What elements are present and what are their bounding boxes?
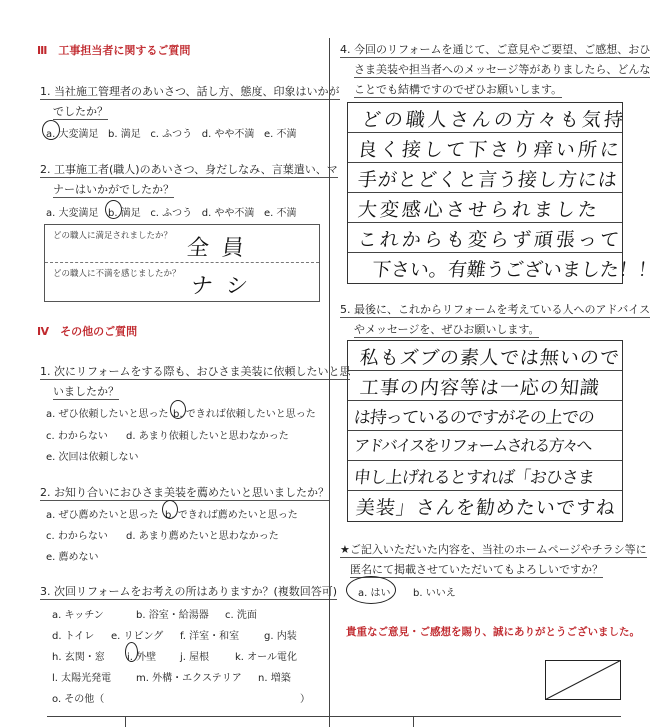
s4-q2-question: [40, 483, 329, 503]
dissatisfied-answer[interactable]: ナ シ: [189, 274, 253, 299]
s4-q2-opt-b[interactable]: b. できれば薦めたいと思った: [165, 510, 298, 521]
handwriting-line: 申し上げれるとすれば「おひさま: [352, 468, 595, 488]
s4-q5-line2: やメッセージを、ぜひお願いします。: [354, 323, 540, 336]
dissatisfied-label: どの職人に不満を感じましたか？: [53, 269, 181, 279]
s4-q2-opt-c[interactable]: c. わからない: [46, 531, 108, 542]
s3-q2-line2: ナーはいかがでしたか？: [53, 183, 174, 196]
handwriting-line: 手がとどくと言う接し方には: [356, 169, 620, 191]
s4-q3-opt-e[interactable]: e. リビング: [111, 631, 164, 642]
footer-table-edge: [47, 716, 621, 727]
s4-q2-opt-e[interactable]: e. 薦めない: [46, 552, 99, 563]
s4-q4-question-cont2: [354, 80, 562, 100]
s3-q2-opt-d[interactable]: d. やや不満: [201, 208, 255, 219]
stamp-box: [545, 660, 621, 700]
s4-q3-opt-i[interactable]: i. 外壁: [127, 652, 157, 663]
s4-q3-opt-j[interactable]: j. 屋根: [180, 652, 210, 663]
s3-q1-opt-b[interactable]: b. 満足: [108, 129, 141, 140]
s4-q4-question: [340, 40, 650, 60]
handwriting-line: 私もズブの素人では無いので: [358, 347, 622, 369]
s3-q1-line2: でしたか？: [53, 105, 108, 118]
s4-q3-opt-h[interactable]: h. 玄関・窓: [52, 652, 105, 663]
s4-q2-opt-a[interactable]: a. ぜひ薦めたいと思った: [46, 510, 159, 521]
s4-q3-opt-o[interactable]: o. その他（: [52, 694, 105, 705]
s4-q4-answer-box[interactable]: [347, 102, 659, 284]
s4-q3-question: [40, 582, 337, 602]
s4-q4-line2: さま美装や担当者へのメッセージ等がありましたら、どんな: [354, 63, 651, 76]
s4-q5-question-cont: [354, 320, 539, 340]
handwriting-line: 大変感心させられました: [356, 199, 602, 221]
s4-q3-opt-g[interactable]: g. 内装: [264, 631, 297, 642]
publish-question: [340, 540, 647, 560]
s3-q1-question-cont: [53, 102, 108, 122]
handwriting-line: は持っているのですがその上での: [352, 408, 595, 428]
s4-q3-opt-a[interactable]: a. キッチン: [52, 610, 104, 621]
s4-q3-opt-f[interactable]: f. 洋室・和室: [180, 631, 240, 642]
s3-q2-options: [46, 204, 297, 219]
s3-q2-opt-b[interactable]: b. 満足: [108, 208, 141, 219]
s4-q3-opt-n[interactable]: n. 増築: [258, 673, 291, 684]
handwriting-line: これからも変らず頑張って: [356, 229, 624, 251]
s4-q2-line1: 2. お知り合いにおひさま美装を薦めたいと思いましたか？: [40, 486, 329, 499]
satisfied-answer[interactable]: 全 員: [185, 236, 249, 261]
publish-question-cont: [350, 560, 603, 580]
s3-q1-options: [46, 125, 297, 140]
s4-q1-question: [40, 362, 350, 382]
s4-q3-opt-k[interactable]: k. オール電化: [235, 652, 297, 663]
s4-q1-opt-c[interactable]: c. わからない: [46, 431, 108, 442]
handwriting-line: 美装」さんを勧めたいですね: [354, 497, 618, 519]
s4-q3-opt-d[interactable]: d. トイレ: [52, 631, 95, 642]
satisfied-label: どの職人に満足されましたか？: [53, 231, 173, 241]
s4-q2-opt-d[interactable]: d. あまり薦めたいと思わなかった: [126, 531, 279, 542]
handwriting-line: アドバイスをリフォームされる方々へ: [352, 436, 592, 455]
publish-yes[interactable]: a. はい: [358, 588, 391, 599]
s4-q5-question: [340, 300, 650, 320]
s3-q1-selected-mark: [42, 120, 60, 140]
thanks-message: 貴重なご意見・ご感想を賜り、誠にありがとうございました。: [346, 626, 640, 638]
s4-q1-opt-a[interactable]: a. ぜひ依頼したいと思った: [46, 409, 169, 420]
handwriting-line: どの職人さんの方々も気持: [360, 109, 628, 131]
s4-q1-line1: 1. 次にリフォームをする際も、おひさま美装に依頼したいと思: [40, 365, 351, 378]
s4-q5-line1: 5. 最後に、これからリフォームを考えている人へのアドバイス: [340, 303, 651, 316]
publish-line2: 匿名にて掲載させていただいてもよろしいですか？: [350, 563, 603, 576]
s4-q3-opt-l[interactable]: l. 太陽光発電: [52, 673, 112, 684]
s3-q1-opt-a[interactable]: a. 大変満足: [46, 129, 99, 140]
s4-q1-opt-b[interactable]: b. できれば依頼したいと思った: [173, 409, 316, 420]
detail-divider: [45, 262, 319, 263]
s3-q2-opt-e[interactable]: e. 不満: [263, 208, 297, 219]
s4-q1-line2: いましたか？: [53, 385, 119, 398]
s4-q2-selected-mark: [162, 500, 178, 519]
handwriting-line: 良く接して下さり痒い所に: [356, 139, 624, 161]
stamp-box-diagonal: [546, 661, 621, 700]
s3-q2-question: [40, 160, 338, 180]
s4-q1-selected-mark: [170, 400, 186, 419]
s4-q3-line1: 3. 次回リフォームをお考えの所はありますか？(複数回答可): [40, 585, 338, 598]
footer-table-divider: [329, 717, 330, 727]
handwriting-line: 工事の内容等は一応の知識: [358, 377, 602, 399]
publish-selected-mark: [346, 576, 396, 604]
s4-q3-opt-b[interactable]: b. 浴室・給湯器: [136, 610, 209, 621]
s3-q2-question-cont: [53, 180, 174, 200]
s4-q1-opt-d[interactable]: d. あまり依頼したいと思わなかった: [126, 431, 289, 442]
s3-q2-detail-box: [44, 224, 320, 302]
s4-q4-question-cont1: [354, 60, 650, 80]
s3-q2-opt-a[interactable]: a. 大変満足: [46, 208, 99, 219]
s4-q3-close-paren: ）: [300, 694, 310, 705]
s3-q2-line1: 2. 工事施工者(職人)のあいさつ、身だしなみ、言葉遣い、マ: [40, 163, 338, 176]
section3-title: Ⅲ 工事担当者に関するご質問: [37, 44, 191, 57]
handwriting-line: 下さい。有難うございました！！: [370, 259, 659, 281]
s4-q1-question-cont: [53, 382, 119, 402]
s4-q3-opt-c[interactable]: c. 洗面: [225, 610, 257, 621]
s3-q2-opt-c[interactable]: c. ふつう: [150, 208, 193, 219]
section4-title: Ⅳ その他のご質問: [37, 325, 138, 338]
s4-q1-opt-e[interactable]: e. 次回は依頼しない: [46, 452, 139, 463]
s4-q3-opt-m[interactable]: m. 外構・エクステリア: [136, 673, 242, 684]
s3-q1-opt-e[interactable]: e. 不満: [263, 129, 297, 140]
s4-q4-line3: ことでも結構ですのでぜひお願いします。: [354, 83, 563, 96]
s4-q3-selected-mark: [125, 642, 138, 662]
s3-q2-selected-mark: [105, 200, 122, 219]
footer-table-divider: [413, 717, 414, 727]
footer-table-divider: [125, 717, 126, 727]
publish-no[interactable]: b. いいえ: [413, 588, 456, 599]
publish-line1: ★ご記入いただいた内容を、当社のホームページやチラシ等に: [340, 543, 647, 556]
s4-q4-line1: 4. 今回のリフォームを通じて、ご意見やご要望、ご感想、おひ: [340, 43, 651, 56]
s4-q5-answer-box[interactable]: [347, 340, 623, 522]
s3-q1-opt-d[interactable]: d. やや不満: [201, 129, 255, 140]
s3-q1-line1: 1. 当社施工管理者のあいさつ、話し方、態度、印象はいかが: [40, 85, 340, 98]
s3-q1-opt-c[interactable]: c. ふつう: [150, 129, 193, 140]
column-divider: [329, 38, 330, 720]
s3-q1-question: [40, 82, 340, 102]
